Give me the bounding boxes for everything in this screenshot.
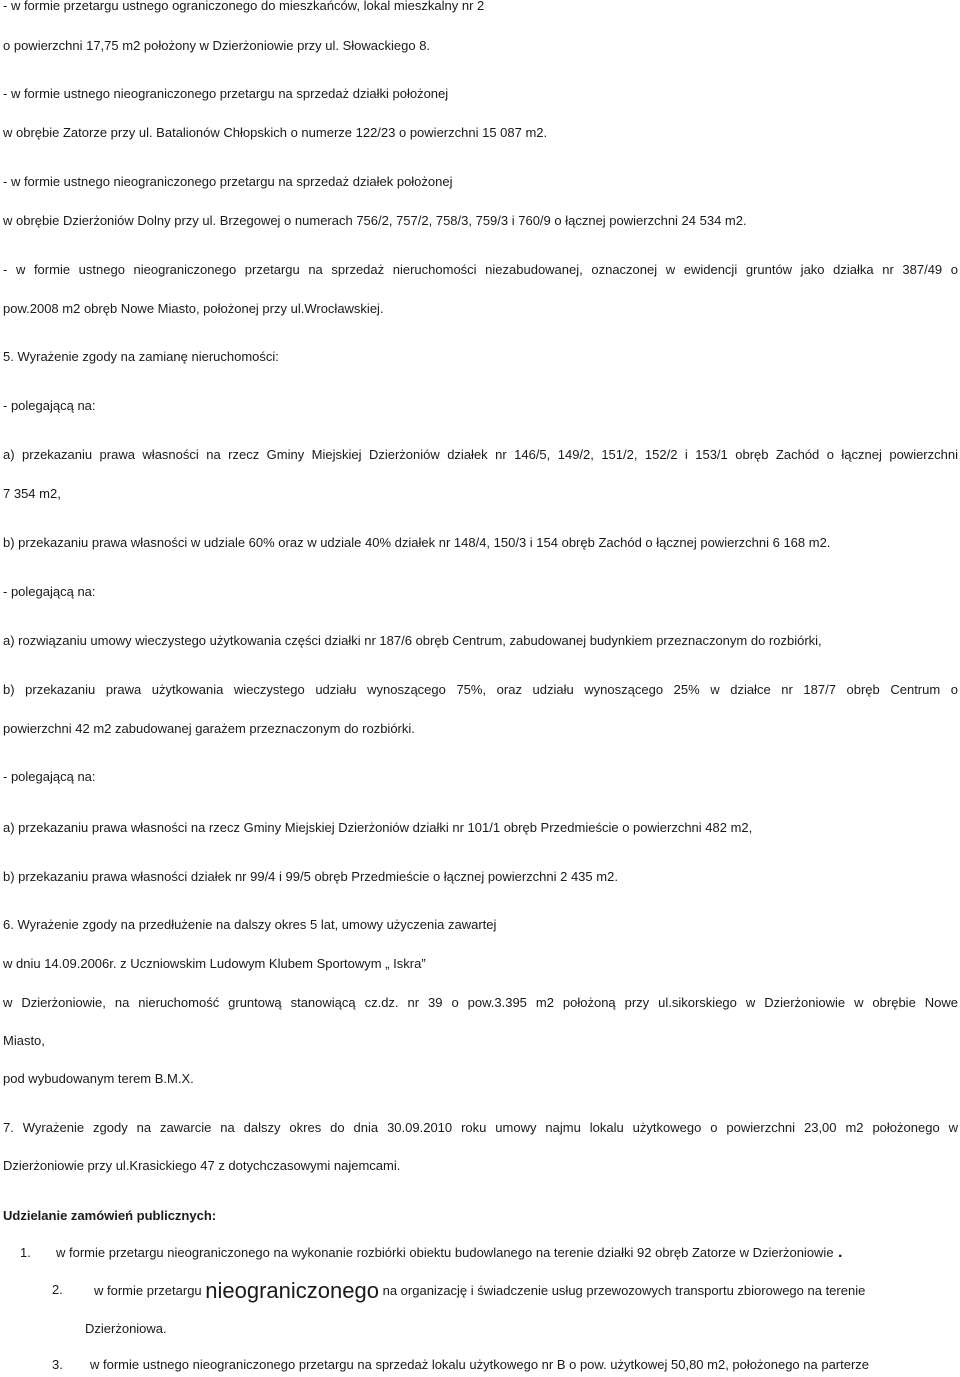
text-line: - polegającą na:	[3, 584, 96, 599]
text-line: - w formie ustnego nieograniczonego przetargu na sprzedaż nieruchomości niezabudowanej, oznaczonej w ewidencji gruntów jako działka nr 387/49 o	[3, 262, 958, 277]
text-line: b) przekazaniu prawa własności działek nr 99/4 i 99/5 obręb Przedmieście o łącznej powierzchni 2 435 m2.	[3, 869, 618, 884]
section-title: 5. Wyrażenie zgody na zamianę nieruchomości:	[3, 349, 279, 364]
list-item: w formie ustnego nieograniczonego przetargu na sprzedaż lokalu użytkowego nr B o pow. użytkowej 50,80 m2, położonego na parterze	[90, 1357, 870, 1372]
text-line: - w formie ustnego nieograniczonego przetargu na sprzedaż działki położonej	[3, 86, 449, 101]
list-item-text: w formie przetargu	[94, 1283, 202, 1298]
section-title: 6. Wyrażenie zgody na przedłużenie na dalszy okres 5 lat, umowy użyczenia zawartej	[3, 917, 497, 932]
text-line: - w formie ustnego nieograniczonego przetargu na sprzedaż działek położonej	[3, 174, 453, 189]
text-line: powierzchni 42 m2 zabudowanej garażem przeznaczonym do rozbiórki.	[3, 721, 415, 736]
text-line: Dzierżoniowie przy ul.Krasickiego 47 z dotychczasowymi najemcami.	[3, 1158, 401, 1173]
text-line: - polegającą na:	[3, 769, 96, 784]
text-line: w Dzierżoniowie, na nieruchomość gruntową stanowiącą cz.dz. nr 39 o pow.3.395 m2 położoną przy ul.sikorskiego w Dzierżoniowie w obrębie Nowe	[3, 995, 958, 1010]
text-line: a) rozwiązaniu umowy wieczystego użytkowania części działki nr 187/6 obręb Centrum, zabudowanej budynkiem przeznaczonym do rozbiórki,	[3, 633, 822, 648]
text-line: a) przekazaniu prawa własności na rzecz Gminy Miejskiej Dzierżoniów działek nr 146/5, 149/2, 151/2, 152/2 i 153/1 obręb Zachód o łącznej powierzchni	[3, 447, 958, 462]
list-item-continuation: Dzierżoniowa.	[85, 1321, 167, 1336]
text-line: b) przekazaniu prawa użytkowania wieczystego udziału wynoszącego 75%, oraz udziału wynoszącego 25% w działce nr 187/7 obręb Centrum o	[3, 682, 958, 697]
list-item	[94, 1278, 865, 1304]
list-number: 1.	[20, 1245, 31, 1260]
text-line: Miasto,	[3, 1033, 45, 1048]
list-item-emphasis: nieograniczonego	[205, 1278, 379, 1303]
text-line: - polegającą na:	[3, 398, 96, 413]
text-line: w dniu 14.09.2006r. z Uczniowskim Ludowym Klubem Sportowym „ Iskra”	[3, 956, 426, 971]
text-line: pod wybudowanym terem B.M.X.	[3, 1071, 194, 1086]
list-number: 2.	[52, 1282, 63, 1297]
text-line: b) przekazaniu prawa własności w udziale 60% oraz w udziale 40% działek nr 148/4, 150/3 i 154 obręb Zachód o łącznej powierzchni 6 168 m2.	[3, 535, 831, 550]
list-item-end: .	[838, 1244, 843, 1261]
section-title: 7. Wyrażenie zgody na zawarcie na dalszy okres do dnia 30.09.2010 roku umowy najmu lokalu użytkowego o powierzchni 23,00 m2 położonego w	[3, 1120, 958, 1135]
text-line: w obrębie Dzierżoniów Dolny przy ul. Brzegowej o numerach 756/2, 757/2, 758/3, 759/3 i 760/9 o łącznej powierzchni 24 534 m2.	[3, 213, 747, 228]
text-line: o powierzchni 17,75 m2 położony w Dzierżoniowie przy ul. Słowackiego 8.	[3, 38, 431, 53]
list-number: 3.	[52, 1357, 63, 1372]
list-item-text: na organizację i świadczenie usług przewozowych transportu zbiorowego na terenie	[382, 1283, 866, 1298]
text-line: 7 354 m2,	[3, 486, 61, 501]
section-heading: Udzielanie zamówień publicznych:	[3, 1208, 217, 1223]
list-item-text: w formie przetargu nieograniczonego na wykonanie rozbiórki obiektu budowlanego na terenie działki 92 obręb Zatorze w Dzierżoniowie	[56, 1245, 834, 1260]
list-item	[56, 1245, 842, 1261]
text-line: w obrębie Zatorze przy ul. Batalionów Chłopskich o numerze 122/23 o powierzchni 15 087 m2.	[3, 125, 548, 140]
text-line: - w formie przetargu ustnego ograniczonego do mieszkańców, lokal mieszkalny nr 2	[3, 0, 485, 13]
text-line: pow.2008 m2 obręb Nowe Miasto, położonej przy ul.Wrocławskiej.	[3, 301, 384, 316]
text-line: a) przekazaniu prawa własności na rzecz Gminy Miejskiej Dzierżoniów działki nr 101/1 obręb Przedmieście o powierzchni 482 m2,	[3, 820, 753, 835]
